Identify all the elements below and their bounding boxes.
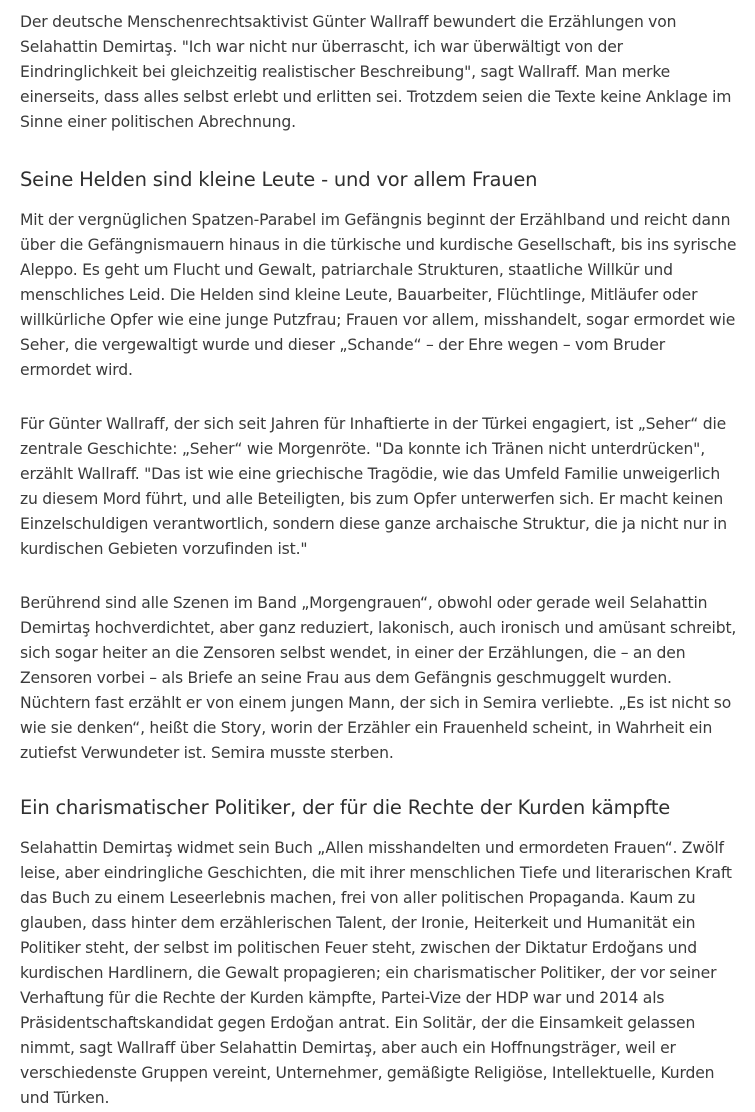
section-heading: Ein charismatischer Politiker, der für die Rechte der Kurden kämpfte <box>20 796 671 819</box>
article-paragraph: Mit der vergnüglichen Spatzen-Parabel im Gefängnis beginnt der Erzählband und reicht dann über die Gefängnismauern hinaus in die türkische und kurdische Gesellschaft, bis ins syrische Aleppo. Es geht um Flucht und Gewalt, patriarchale Strukturen, staatliche Willkür und menschliches Leid. Die Helden sind kleine Leute, Bauarbeiter, Flüchtlinge, Mitläufer oder willkürliche Opfer wie eine junge Putzfrau; Frauen vor allem, misshandelt, sogar ermordet wie Seher, die vergewaltigt wurde und dieser „Schande“ – der Ehre wegen – vom Bruder ermordet wird. <box>20 211 737 379</box>
article-paragraph: Der deutsche Menschenrechtsaktivist Günter Wallraff bewundert die Erzählungen von Selahattin Demirtaş. "Ich war nicht nur überrascht, ich war überwältigt von der Eindringlichkeit bei gleichzeitig realistischer Beschreibung", sagt Wallraff. Man merke einerseits, dass alles selbst erlebt und erlitten sei. Trotzdem seien die Texte keine Anklage im Sinne einer politischen Abrechnung. <box>20 13 732 131</box>
article-paragraph: Für Günter Wallraff, der sich seit Jahren für Inhaftierte in der Türkei engagiert, ist „Seher“ die zentrale Geschichte: „Seher“ wie Morgenröte. "Da konnte ich Tränen nicht unterdrücken", erzählt Wallraff. "Das ist wie eine griechische Tragödie, wie das Umfeld Familie unweigerlich zu diesem Mord führt, und alle Beteiligten, bis zum Opfer unterwerfen sich. Er macht keinen Einzelschuldigen verantwortlich, sondern diese ganze archaische Struktur, die ja nicht nur in kurdischen Gebieten vorzufinden ist." <box>20 415 727 558</box>
article-paragraph: Berührend sind alle Szenen im Band „Morgengrauen“, obwohl oder gerade weil Selahattin Demirtaş hochverdichtet, aber ganz reduziert, lakonisch, auch ironisch und amüsant schreibt, sich sogar heiter an die Zensoren selbst wendet, in einer der Erzählungen, die – an den Zensoren vorbei – als Briefe an seine Frau aus dem Gefängnis geschmuggelt wurden. Nüchtern fast erzählt er von einem jungen Mann, der sich in Semira verliebte. „Es ist nicht so wie sie denken“, heißt die Story, worin der Erzähler ein Frauenheld scheint, in Wahrheit ein zutiefst Verwundeter ist. Semira musste sterben. <box>20 594 737 762</box>
section-heading: Seine Helden sind kleine Leute - und vor allem Frauen <box>20 168 538 191</box>
article-paragraph: Selahattin Demirtaş widmet sein Buch „Allen misshandelten und ermordeten Frauen“. Zwölf leise, aber eindringliche Geschichten, die mit ihrer menschlichen Tiefe und literarischen Kraft das Buch zu einem Leseerlebnis machen, frei von aller politischen Propaganda. Kaum zu glauben, dass hinter dem erzählerischen Talent, der Ironie, Heiterkeit und Humanität ein Politiker steht, der selbst im politischen Feuer steht, zwischen der Diktatur Erdoğans und kurdischen Hardlinern, die Gewalt propagieren; ein charismatischer Politiker, der vor seiner Verhaftung für die Rechte der Kurden kämpfte, Partei-Vize der HDP war und 2014 als Präsidentschaftskandidat gegen Erdoğan antrat. Ein Solitär, der die Einsamkeit gelassen nimmt, sagt Wallraff über Selahattin Demirtaş, aber auch ein Hoffnungsträger, weil er verschiedenste Gruppen vereint, Unternehmer, gemäßigte Religiöse, Intellektuelle, Kurden und Türken. <box>20 839 732 1107</box>
